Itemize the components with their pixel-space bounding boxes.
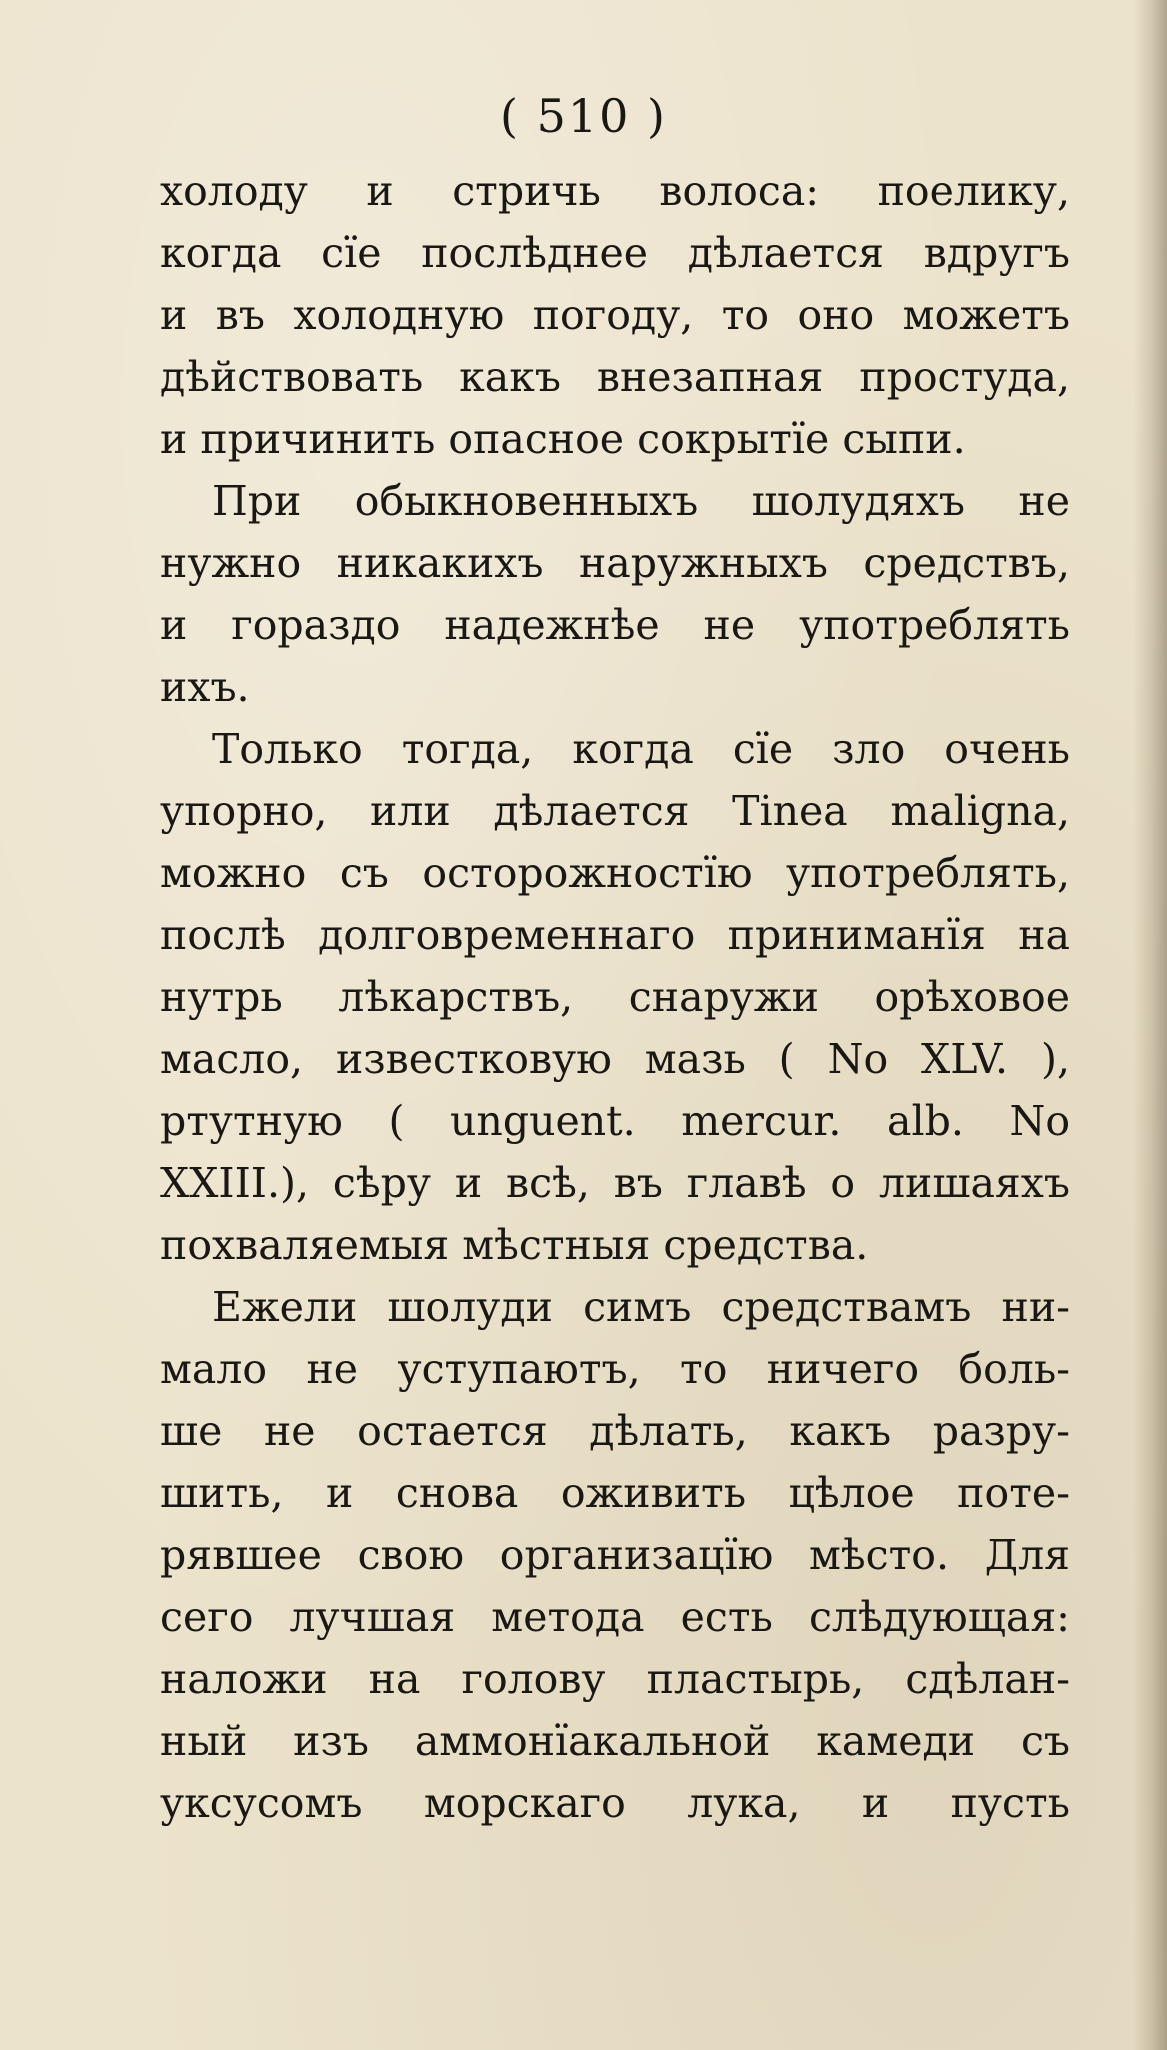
- text-line: шить, и снова оживить цѣлое поте-: [160, 1469, 1070, 1517]
- page-gutter-shadow: [1133, 0, 1167, 2050]
- body-text: [160, 160, 1070, 1834]
- page-number: ( 510 ): [500, 89, 667, 143]
- text-line: похваляемыя мѣстныя средства.: [160, 1221, 869, 1269]
- text-line: ше не остается дѣлать, какъ разру-: [160, 1407, 1070, 1455]
- text-line: ихъ.: [160, 663, 250, 711]
- text-line: и въ холодную погоду, то оно можетъ: [160, 291, 1070, 339]
- text-line: и причинить опасное сокрытїе сыпи.: [160, 415, 966, 463]
- text-line: Только тогда, когда сїе зло очень: [212, 725, 1070, 773]
- text-line: ртутную ( unguent. mercur. alb. No: [160, 1097, 1070, 1145]
- text-line: уксусомъ морскаго лука, и пусть: [160, 1779, 1070, 1827]
- text-line: Ежели шолуди симъ средствамъ ни-: [212, 1283, 1070, 1331]
- text-line: упорно, или дѣлается Tinea maligna,: [160, 787, 1070, 835]
- text-line: нужно никакихъ наружныхъ средствъ,: [160, 539, 1070, 587]
- text-line: При обыкновенныхъ шолудяхъ не: [212, 477, 1070, 525]
- text-line: холоду и стричь волоса: поелику,: [160, 167, 1070, 215]
- text-line: сего лучшая метода есть слѣдующая:: [160, 1593, 1070, 1641]
- text-line: нутрь лѣкарствъ, снаружи орѣховое: [160, 973, 1070, 1021]
- text-line: рявшее свою организацїю мѣсто. Для: [160, 1531, 1070, 1579]
- text-line: XXIII.), сѣру и всѣ, въ главѣ о лишаяхъ: [160, 1159, 1070, 1207]
- text-line: наложи на голову пластырь, сдѣлан-: [160, 1655, 1070, 1703]
- text-line: и гораздо надежнѣе не употреблять: [160, 601, 1070, 649]
- text-line: можно съ осторожностїю употреблять,: [160, 849, 1070, 897]
- text-line: ный изъ аммонїакальной камеди съ: [160, 1717, 1070, 1765]
- text-line: масло, известковую мазь ( No XLV. ),: [160, 1035, 1070, 1083]
- text-line: когда сїе послѣднее дѣлается вдругъ: [160, 229, 1070, 277]
- text-line: дѣйствовать какъ внезапная простуда,: [160, 353, 1070, 401]
- text-line: мало не уступаютъ, то ничего боль-: [160, 1345, 1070, 1393]
- text-line: послѣ долговременнаго приниманїя на: [160, 911, 1070, 959]
